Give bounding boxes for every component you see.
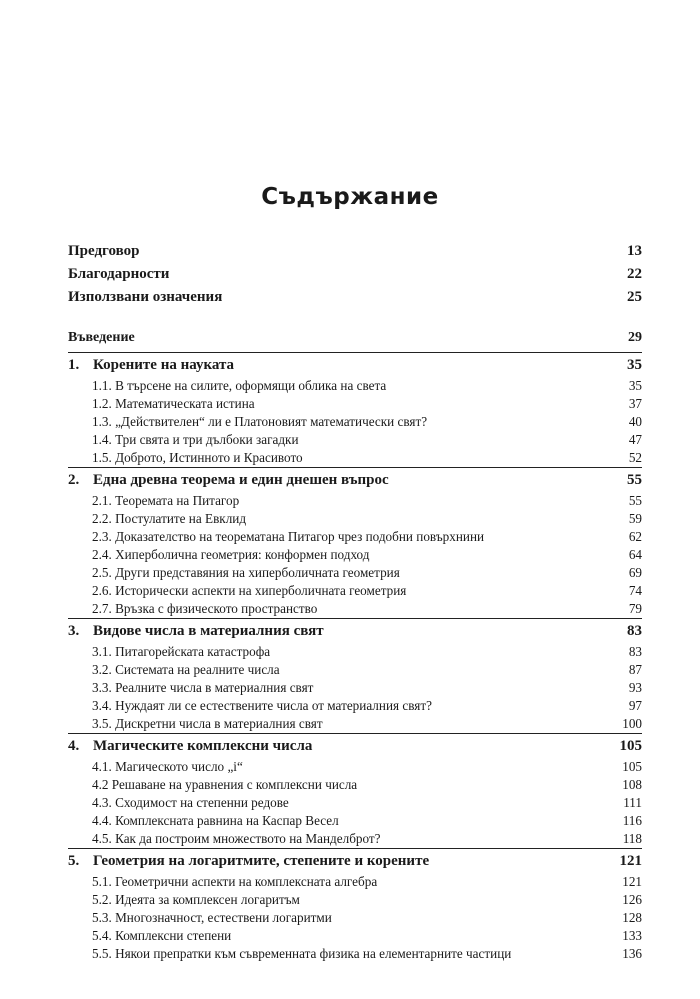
section-entry[interactable] (68, 413, 642, 431)
chapter-number: 3. (68, 622, 80, 639)
chapter-1 (68, 352, 642, 467)
section-entry[interactable] (68, 909, 642, 927)
chapter-2 (68, 467, 642, 618)
entry-label: Използвани означения (68, 289, 223, 305)
front-matter-list (68, 243, 642, 312)
section-page: 37 (628, 396, 642, 411)
chapters-list (68, 352, 642, 963)
section-label: 4.1. Магическото число „i“ (92, 759, 243, 774)
section-page: 136 (622, 946, 642, 961)
chapter-heading[interactable] (68, 848, 642, 873)
chapter-title: Видове числа в материалния свят (93, 622, 324, 639)
section-label: 4.4. Комплексната равнина на Каспар Весел (92, 813, 339, 828)
section-page: 93 (628, 680, 642, 695)
section-entry[interactable] (68, 449, 642, 467)
chapter-number: 2. (68, 471, 80, 488)
section-entry[interactable] (68, 776, 642, 794)
section-label: 5.1. Геометрични аспекти на комплексната алгебра (92, 874, 378, 889)
section-entry[interactable] (68, 661, 642, 679)
section-page: 62 (628, 529, 642, 544)
section-page: 55 (628, 493, 642, 508)
section-page: 64 (628, 547, 642, 562)
chapter-5 (68, 848, 642, 963)
section-label: 1.3. „Действителен“ ли е Платоновият математически свят? (92, 414, 428, 429)
section-label: 1.4. Три свята и три дълбоки загадки (92, 432, 299, 447)
section-entry[interactable] (68, 546, 642, 564)
section-entry[interactable] (68, 758, 642, 776)
chapter-3 (68, 618, 642, 733)
section-page: 108 (622, 777, 642, 792)
section-page: 100 (622, 716, 642, 731)
section-entry[interactable] (68, 510, 642, 528)
toc-entry-notation[interactable] (68, 289, 642, 312)
section-label: 1.5. Доброто, Истинното и Красивото (92, 450, 303, 465)
section-label: 5.3. Многозначност, естествени логаритми (92, 910, 332, 925)
section-page: 35 (628, 378, 642, 393)
section-page: 87 (628, 662, 642, 677)
chapter-number: 1. (68, 356, 80, 373)
section-entry[interactable] (68, 431, 642, 449)
section-entry[interactable] (68, 873, 642, 891)
entry-label: Въведение (68, 330, 135, 345)
section-page: 105 (622, 759, 642, 774)
section-entry[interactable] (68, 528, 642, 546)
section-page: 121 (622, 874, 642, 889)
section-label: 2.6. Исторически аспекти на хиперболичната геометрия (92, 583, 407, 598)
section-page: 69 (628, 565, 642, 580)
section-label: 1.1. В търсене на силите, оформящи облика на света (92, 378, 387, 393)
section-page: 52 (628, 450, 642, 465)
chapter-title: Геометрия на логаритмите, степените и корените (93, 852, 430, 869)
entry-page: 22 (627, 266, 642, 282)
chapter-heading[interactable] (68, 352, 642, 377)
section-label: 2.7. Връзка с физическото пространство (92, 601, 318, 616)
section-label: 3.3. Реалните числа в материалния свят (92, 680, 314, 695)
section-entry[interactable] (68, 812, 642, 830)
section-label: 4.3. Сходимост на степенни редове (92, 795, 289, 810)
chapter-number: 4. (68, 737, 80, 754)
chapter-page: 35 (627, 356, 642, 373)
section-entry[interactable] (68, 582, 642, 600)
section-entry[interactable] (68, 927, 642, 945)
section-label: 3.4. Нуждаят ли се естествените числа от материалния свят? (92, 698, 432, 713)
section-entry[interactable] (68, 715, 642, 733)
section-label: 4.2 Решаване на уравнения с комплексни числа (92, 777, 358, 792)
section-entry[interactable] (68, 395, 642, 413)
chapter-page: 121 (619, 852, 642, 869)
section-page: 118 (622, 831, 642, 846)
section-entry[interactable] (68, 945, 642, 963)
section-entry[interactable] (68, 600, 642, 618)
section-entry[interactable] (68, 564, 642, 582)
section-page: 83 (628, 644, 642, 659)
chapter-title: Корените на науката (93, 356, 235, 373)
section-label: 5.2. Идеята за комплексен логаритъм (92, 892, 300, 907)
entry-label: Благодарности (68, 266, 170, 282)
section-entry[interactable] (68, 794, 642, 812)
chapter-title: Магическите комплексни числа (93, 737, 313, 754)
section-page: 74 (628, 583, 642, 598)
section-entry[interactable] (68, 697, 642, 715)
chapter-number: 5. (68, 852, 80, 869)
section-page: 40 (628, 414, 642, 429)
section-page: 79 (628, 601, 642, 616)
section-entry[interactable] (68, 643, 642, 661)
toc-entry-acknowledgements[interactable] (68, 266, 642, 289)
section-label: 3.1. Питагорейската катастрофа (92, 644, 271, 659)
chapter-4 (68, 733, 642, 848)
section-entry[interactable] (68, 377, 642, 395)
section-label: 3.2. Системата на реалните числа (92, 662, 280, 677)
section-page: 47 (628, 432, 642, 447)
section-page: 128 (622, 910, 642, 925)
section-page: 97 (628, 698, 642, 713)
intro-entry (68, 330, 642, 352)
entry-page: 29 (628, 330, 642, 345)
chapter-heading[interactable] (68, 618, 642, 643)
section-label: 4.5. Как да построим множеството на Манделброт? (92, 831, 381, 846)
page-title: Съдържание (261, 184, 439, 210)
chapter-page: 83 (627, 622, 642, 639)
section-page: 116 (622, 813, 642, 828)
chapter-heading[interactable] (68, 467, 642, 492)
section-entry[interactable] (68, 679, 642, 697)
chapter-page: 55 (627, 471, 642, 488)
section-label: 3.5. Дискретни числа в материалния свят (92, 716, 323, 731)
chapter-title: Една древна теорема и един днешен въпрос (93, 471, 389, 488)
entry-page: 13 (627, 243, 642, 259)
section-label: 2.1. Теоремата на Питагор (92, 493, 240, 508)
section-entry[interactable] (68, 492, 642, 510)
toc-entry-preface[interactable] (68, 243, 642, 266)
section-label: 2.3. Доказателство на теоремата​на Питагор чрез подобни повърхнини (92, 529, 485, 544)
toc-entry-introduction[interactable] (68, 330, 642, 352)
section-label: 5.4. Комплексни степени (92, 928, 232, 943)
section-label: 1.2. Математическата истина (92, 396, 255, 411)
chapter-heading[interactable] (68, 733, 642, 758)
section-entry[interactable] (68, 891, 642, 909)
section-label: 2.4. Хиперболична геометрия: конформен подход (92, 547, 370, 562)
section-label: 5.5. Някои препратки към съвременната физика на елементарните частици (92, 946, 512, 961)
section-page: 133 (622, 928, 642, 943)
entry-page: 25 (627, 289, 642, 305)
section-entry[interactable] (68, 830, 642, 848)
section-page: 111 (623, 795, 642, 810)
section-label: 2.2. Постулатите на Евклид (92, 511, 247, 526)
section-page: 59 (628, 511, 642, 526)
section-label: 2.5. Други представяния на хиперболичната геометрия (92, 565, 400, 580)
chapter-page: 105 (619, 737, 642, 754)
entry-label: Предговор (68, 243, 140, 259)
section-page: 126 (622, 892, 642, 907)
